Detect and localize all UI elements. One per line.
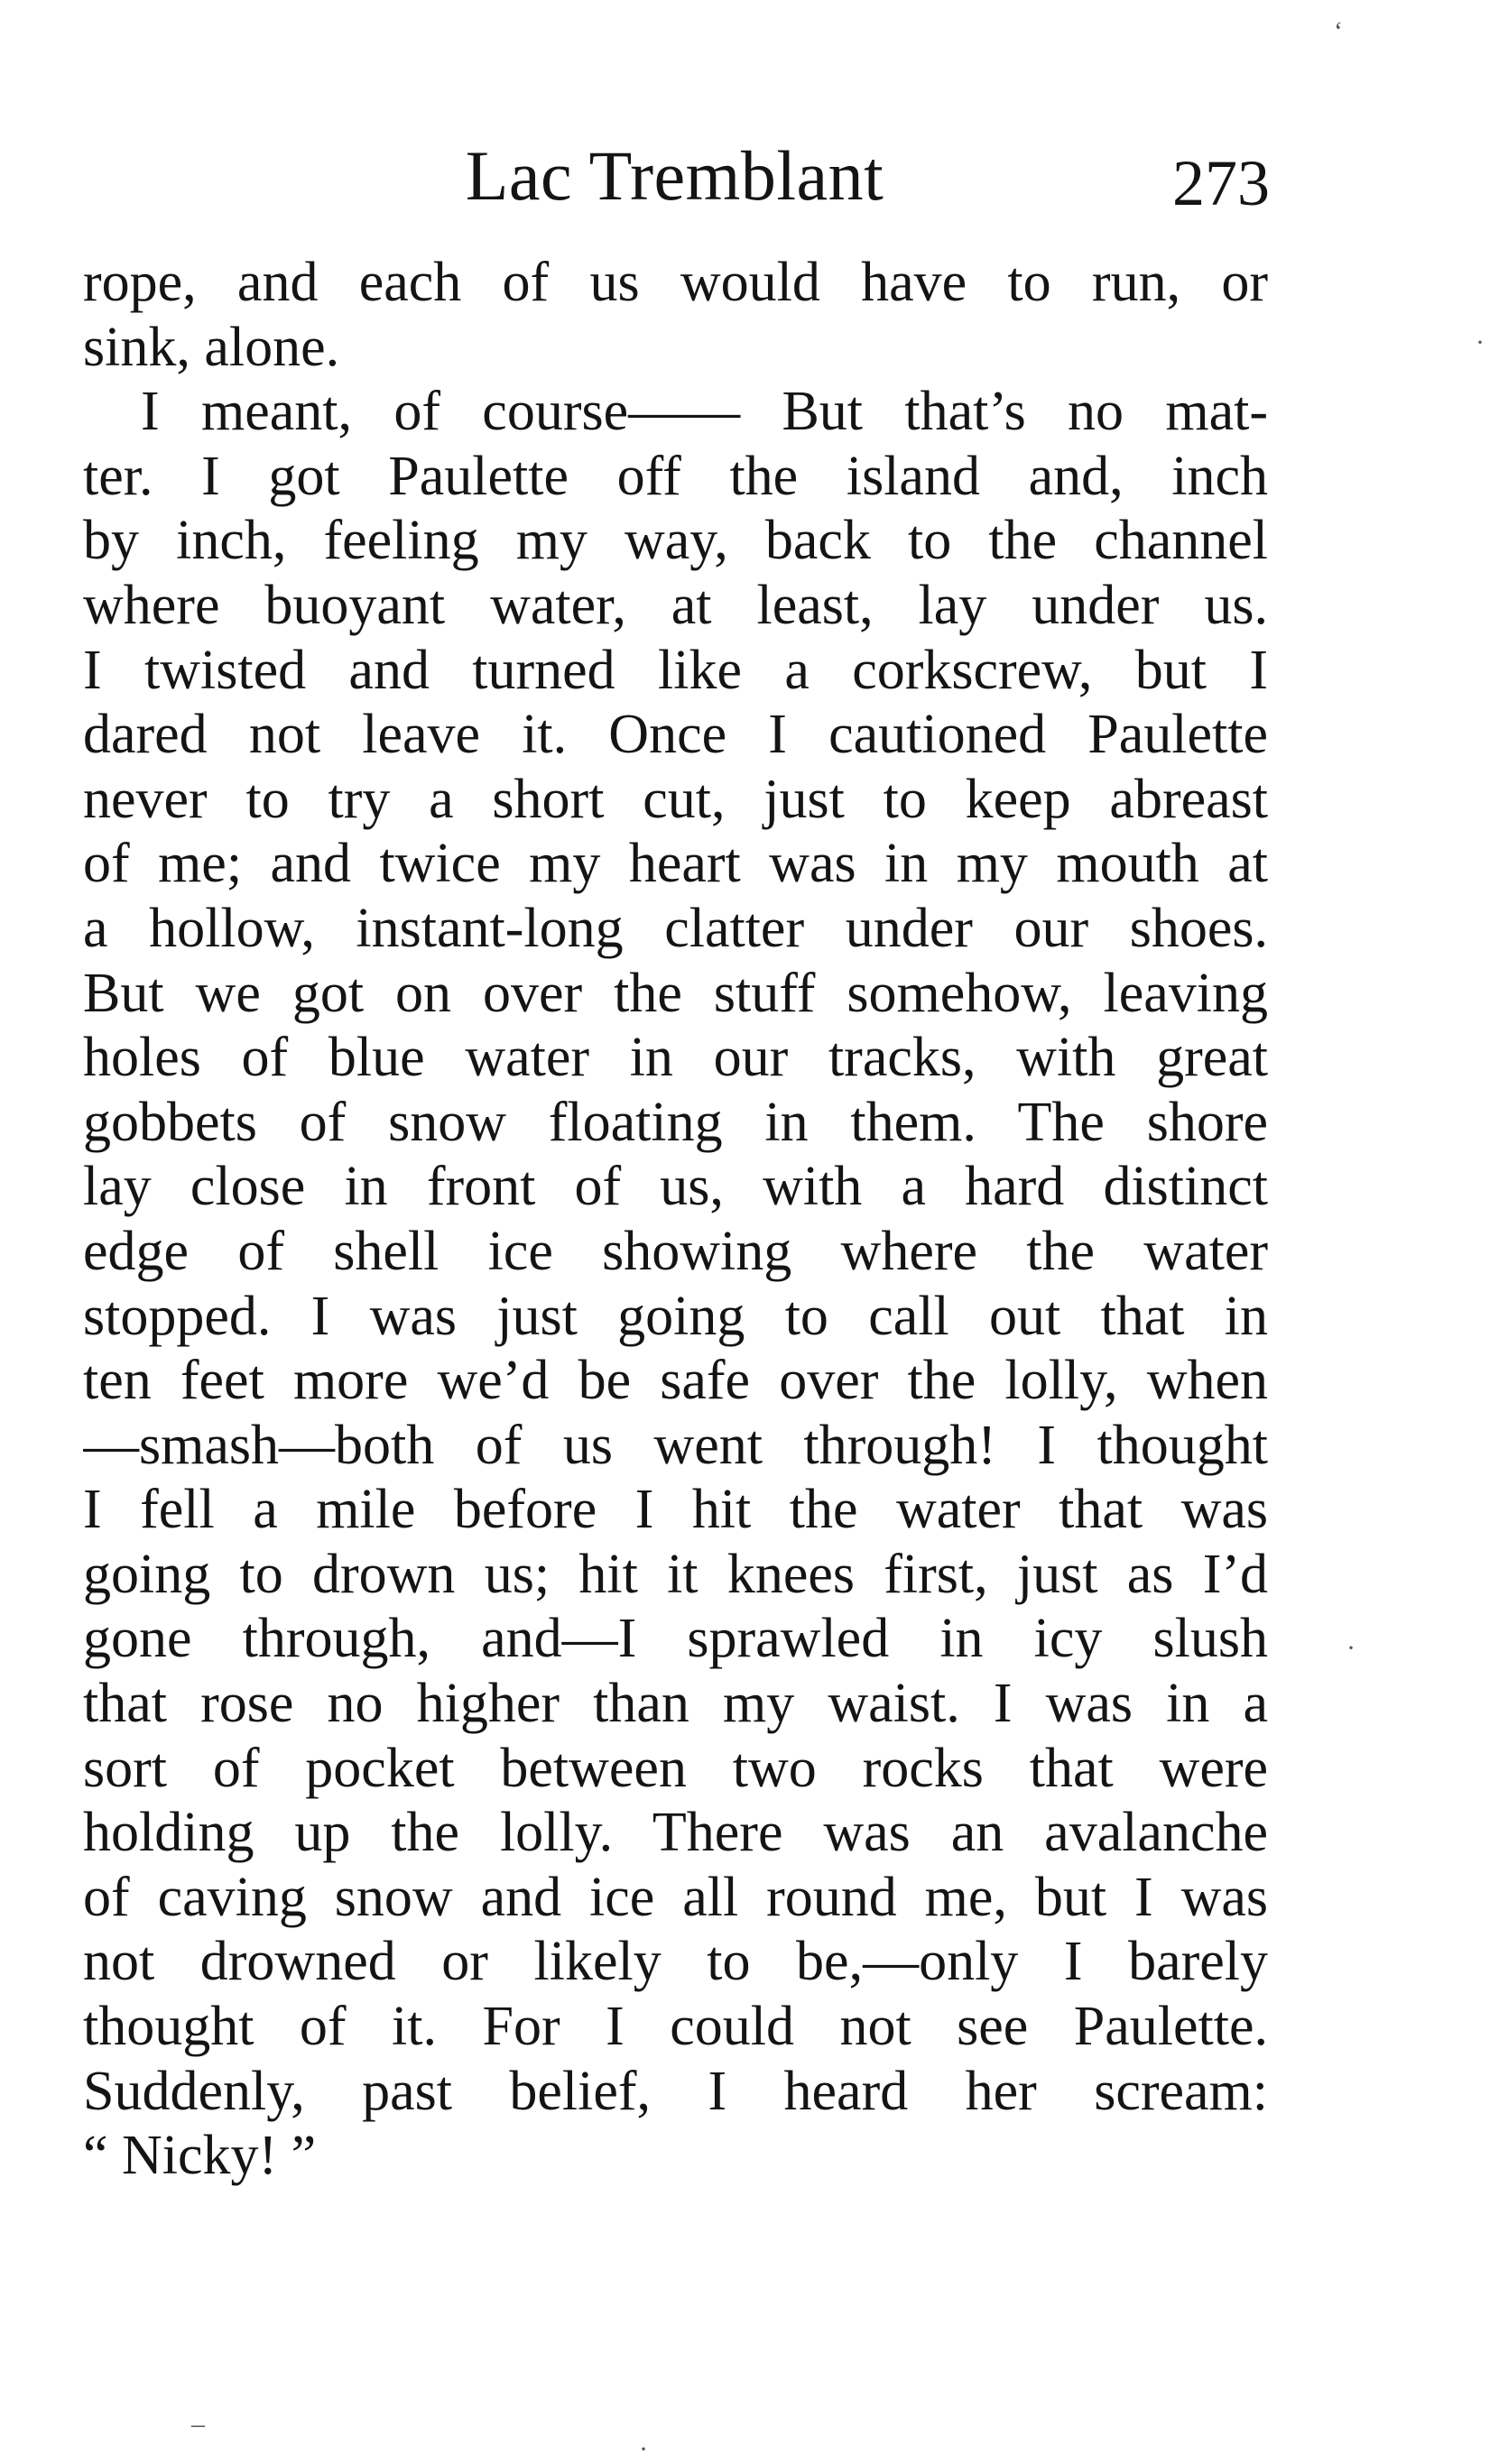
page-header: [81, 131, 1268, 221]
text-line: where buoyant water, at least, lay under us.: [83, 574, 1268, 636]
text-line: sink, alone.: [83, 316, 340, 378]
text-line: by inch, feeling my way, back to the channel: [83, 510, 1268, 572]
text-line: gobbets of snow floating in them. The shore: [83, 1091, 1268, 1153]
text-line: a hollow, instant-long clatter under our shoes.: [83, 897, 1268, 959]
text-line: going to drown us; hit it knees first, just as I’d: [83, 1543, 1268, 1605]
text-line: ten feet more we’d be safe over the lolly, when: [83, 1350, 1268, 1412]
scan-speck: ·: [1476, 328, 1485, 357]
text-line: ter. I got Paulette off the island and, inch: [83, 445, 1268, 507]
scan-speck: –: [191, 2409, 205, 2439]
running-title: Lac Tremblant: [465, 136, 884, 215]
text-line: stopped. I was just going to call out that in: [83, 1285, 1268, 1347]
text-line: dared not leave it. Once I cautioned Paulette: [83, 704, 1268, 766]
text-line: holding up the lolly. There was an avalanche: [83, 1802, 1268, 1864]
scan-speck: ·: [639, 2434, 648, 2464]
text-line: rope, and each of us would have to run, or: [83, 252, 1268, 313]
text-line: I fell a mile before I hit the water that was: [83, 1479, 1268, 1541]
text-line: of me; and twice my heart was in my mouth at: [83, 833, 1268, 895]
text-line: Suddenly, past belief, I heard her scream:: [83, 2060, 1268, 2122]
text-line: gone through, and—I sprawled in icy slush: [83, 1608, 1268, 1670]
text-line: never to try a short cut, just to keep abreast: [83, 768, 1268, 830]
text-line: not drowned or likely to be,—only I barely: [83, 1931, 1268, 1993]
text-line: But we got on over the stuff somehow, leaving: [83, 962, 1268, 1024]
text-line: that rose no higher than my waist. I was in a: [83, 1673, 1268, 1735]
text-line: sort of pocket between two rocks that were: [83, 1737, 1268, 1799]
text-line: “ Nicky! ”: [83, 2125, 317, 2187]
scan-speck: ·: [1346, 1633, 1356, 1663]
text-line: thought of it. For I could not see Paulette.: [83, 1996, 1268, 2058]
text-line: I twisted and turned like a corkscrew, but I: [83, 639, 1268, 701]
page-number: 273: [1172, 147, 1270, 219]
text-line: edge of shell ice showing where the water: [83, 1220, 1268, 1282]
text-line: —smash—both of us went through! I thought: [83, 1414, 1268, 1476]
text-line: holes of blue water in our tracks, with great: [83, 1027, 1268, 1089]
text-line: of caving snow and ice all round me, but I was: [83, 1866, 1268, 1928]
body-text: [83, 251, 1268, 2189]
scan-speck: ‘: [1334, 16, 1343, 46]
paragraph-start-line: I meant, of course—— But that’s no mat-: [141, 381, 1268, 443]
text-line: lay close in front of us, with a hard distinct: [83, 1156, 1268, 1218]
